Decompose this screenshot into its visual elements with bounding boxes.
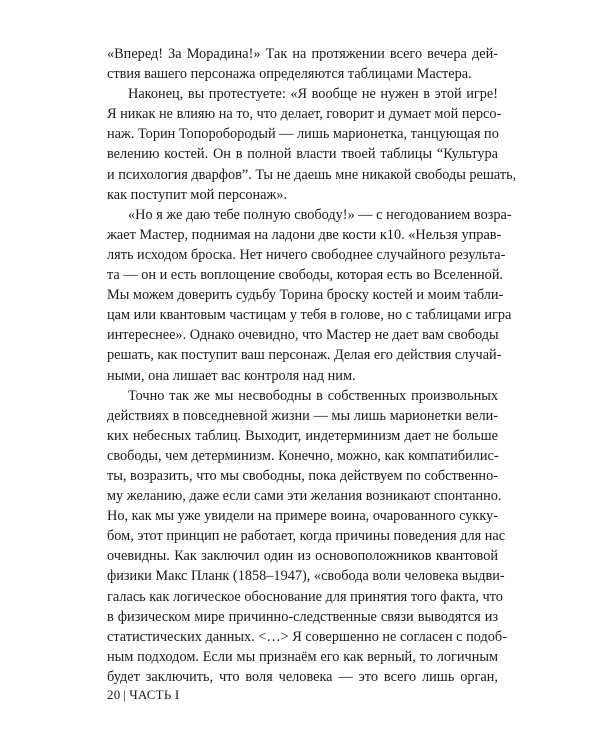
text-line: и психология дварфов”. Ты не даешь мне никакой свободы решать, bbox=[107, 166, 517, 183]
text-line: цам или квантовым частицам у тебя в голове, но с таблицами игра bbox=[107, 307, 512, 324]
text-line: велению костей. Он в полной власти твоей таблицы “Культура bbox=[107, 146, 498, 163]
text-line: будет заключить, что воля человека — это всего лишь орган, bbox=[107, 668, 498, 685]
page-footer bbox=[107, 687, 179, 703]
text-line: та — он и есть воплощение свободы, которая есть во Вселенной. bbox=[107, 267, 504, 284]
text-line: наж. Торин Топоробородый — лишь марионетка, танцующая по bbox=[107, 126, 499, 143]
text-line: Я никак не влияю на то, что делает, говорит и думает мой персо- bbox=[107, 106, 502, 123]
text-line: ких небесных таблиц. Выходит, индетерминизм дает не больше bbox=[107, 427, 498, 444]
text-line: ствия вашего персонажа определяются таблицами Мастера. bbox=[107, 66, 472, 83]
footer-separator: | bbox=[123, 687, 127, 702]
text-line: Наконец, вы протестуете: «Я вообще не нужен в этой игре! bbox=[128, 86, 498, 103]
text-line: в физическом мире причинно-следственные связи выводятся из bbox=[107, 608, 498, 625]
text-line: му желанию, даже если сами эти желания возникают спонтанно. bbox=[107, 488, 502, 505]
text-line: Мы можем доверить судьбу Торина броску костей и моим табли- bbox=[107, 287, 504, 304]
text-line: статистических данных. <…> Я совершенно не согласен с подоб- bbox=[107, 628, 507, 645]
text-line: интереснее». Однако очевидно, что Мастер не дает вам свободы bbox=[107, 327, 499, 344]
part-label: ЧАСТЬ I bbox=[129, 687, 180, 702]
text-line: «Вперед! За Морадина!» Так на протяжении всего вечера дей- bbox=[107, 46, 498, 62]
text-line: лять исходом броска. Нет ничего свободнее случайного результа- bbox=[107, 246, 506, 263]
text-line: действиях в повседневной жизни — мы лишь марионетки вели- bbox=[107, 407, 498, 424]
text-line: Точно так же мы несвободны в собственных произвольных bbox=[128, 387, 498, 404]
text-line: «Но я же даю тебе полную свободу!» — с негодованием возра- bbox=[128, 206, 512, 223]
text-line: ты, возразить, что мы свободны, пока действуем по собственно- bbox=[107, 467, 498, 484]
text-line: жает Мастер, поднимая на ладони две кости к10. «Нельзя управ- bbox=[107, 226, 502, 243]
text-line: галась как логическое обоснование для принятия того факта, что bbox=[107, 588, 503, 605]
text-line: очевидны. Как заключил один из основоположников квантовой bbox=[107, 548, 498, 565]
page-number: 20 bbox=[107, 687, 121, 702]
text-line: свободы, чем детерминизм. Конечно, можно, как компатибилис- bbox=[107, 447, 499, 464]
text-line: ным подходом. Если мы признаём его как верный, то логичным bbox=[107, 648, 498, 665]
text-line: Но, как мы уже увидели на примере воина, очарованного сукку- bbox=[107, 508, 498, 525]
text-line: как поступит мой персонаж». bbox=[107, 186, 288, 203]
text-line: ными, она лишает вас контроля над ним. bbox=[107, 367, 356, 384]
text-line: решать, как поступит ваш персонаж. Делая его действия случай- bbox=[107, 347, 502, 364]
body-text bbox=[107, 44, 517, 687]
text-line: физики Макс Планк (1858–1947), «свобода воли человека выдви- bbox=[107, 568, 505, 585]
text-line: бом, этот принцип не работает, когда причины поведения для нас bbox=[107, 528, 506, 545]
